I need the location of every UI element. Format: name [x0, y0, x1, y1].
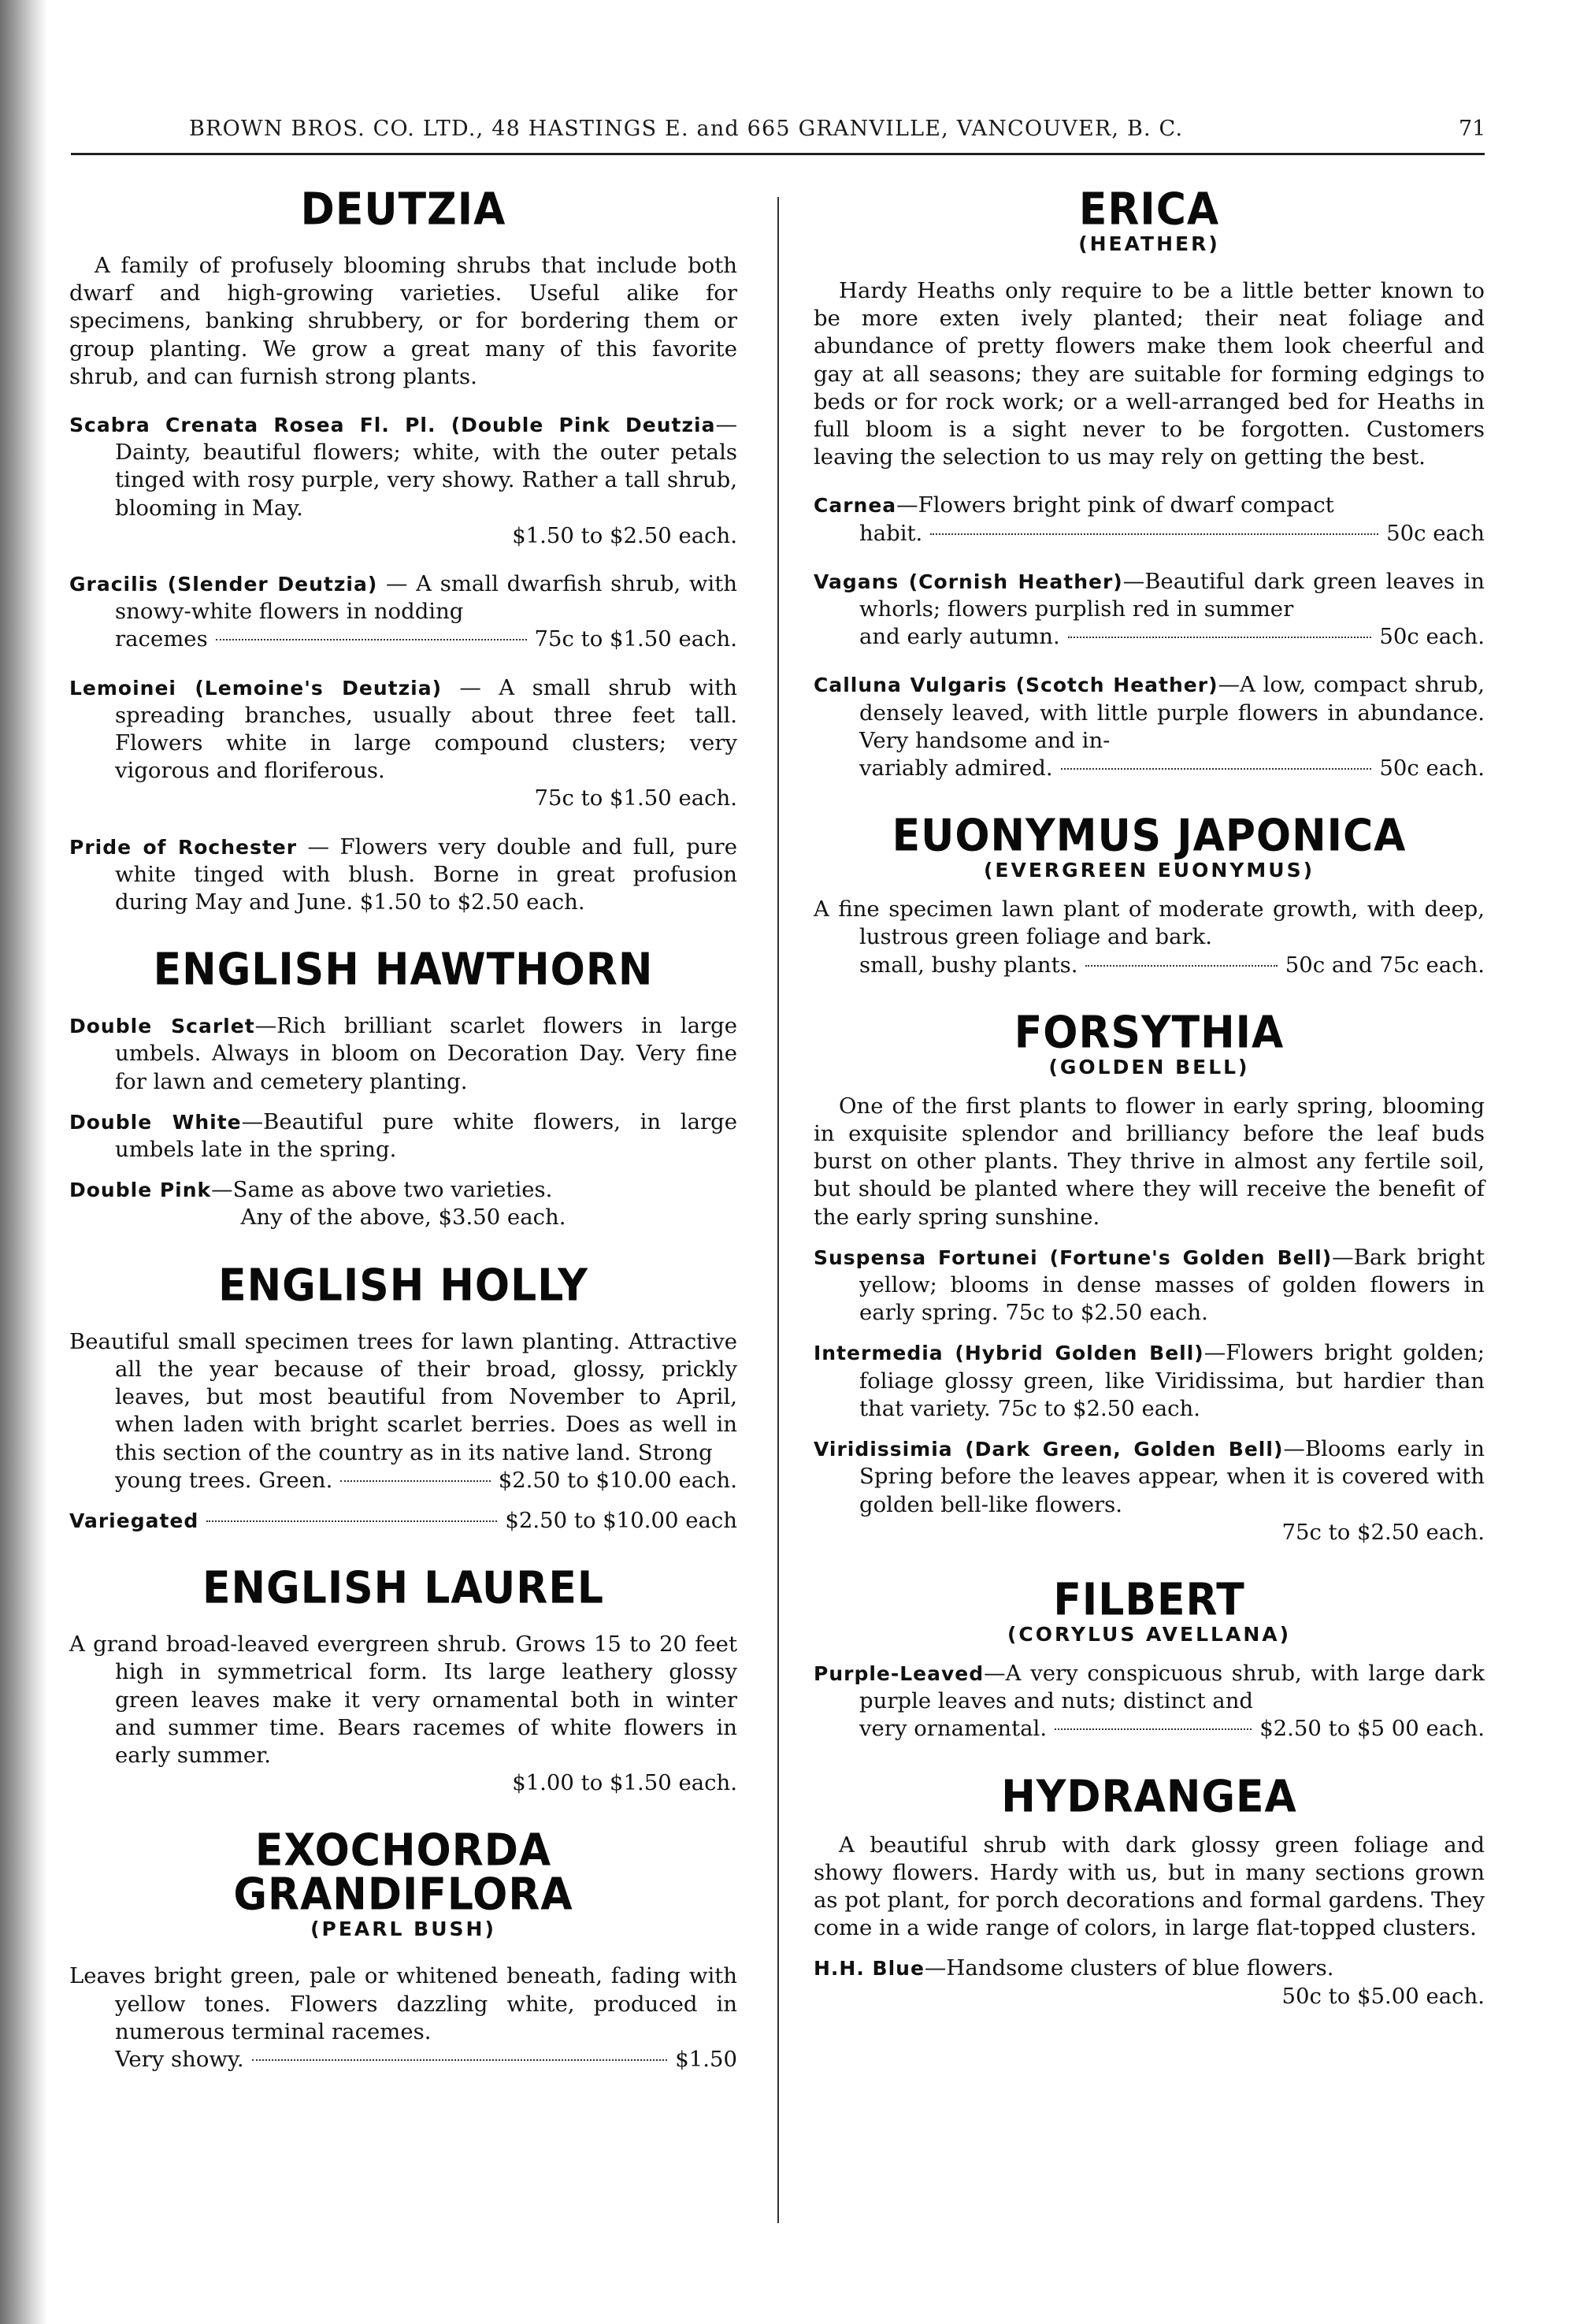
product-price: $2.50 to $10.00 each. — [498, 1467, 737, 1493]
product-description-end: very ornamental. — [859, 1716, 1048, 1742]
section-title: ENGLISH LAUREL — [202, 1562, 604, 1614]
section-filbert — [814, 1574, 1485, 1743]
header-rule — [71, 153, 1485, 155]
section-subtitle: (GOLDEN BELL) — [1048, 1055, 1250, 1078]
product-description: —A low, compact shrub, densely leaved, with little purple flowers in abundance. Very handsome and in- — [859, 672, 1485, 753]
product-name: Calluna Vulgaris (Scotch Heather) — [814, 674, 1218, 697]
section-title: DEUTZIA — [300, 184, 506, 236]
section-forsythia — [814, 1007, 1485, 1546]
section-title: ENGLISH HAWTHORN — [153, 944, 654, 996]
product-name: Double Pink — [69, 1179, 212, 1202]
dot-leader — [930, 533, 1378, 535]
section-english-holly — [69, 1260, 737, 1535]
page-number: 71 — [1459, 117, 1486, 141]
section-euonymus-japonica — [814, 810, 1485, 979]
product-entry — [814, 568, 1485, 652]
product-price: $2.50 to $5 00 each. — [1259, 1716, 1485, 1742]
section-intro: A grand broad-leaved evergreen shrub. Grows 15 to 20 feet high in symmetrical form. Its large leathery glossy green leaves make it very ornamental both in winter and summer time. Bears racemes of white flowers in early summer. — [69, 1632, 737, 1768]
section-title: FORSYTHIA — [1014, 1007, 1285, 1059]
product-price: 75c to $2.50 each. — [1281, 1519, 1485, 1545]
product-description: —Flowers bright pink of dwarf compact — [896, 492, 1334, 518]
section-intro: A family of profusely blooming shrubs that include both dwarf and high-growing varieties. Useful alike for specimens, banking shrubbery, or for bordering them or group planting. We grow a great many of this favorite shrub, and can furnish strong plants. — [69, 253, 737, 389]
section-title: EUONYMUS JAPONICA — [892, 810, 1407, 862]
dot-leader — [1085, 965, 1277, 967]
product-price: 50c to $5.00 each. — [1281, 1983, 1485, 2009]
left-column — [69, 184, 737, 2073]
product-description: —Beautiful dark green leaves in whorls; flowers purplish red in summer — [859, 568, 1485, 622]
product-name: Scabra Crenata Rosea Fl. Pl. (Double Pink Deutzia — [69, 414, 716, 437]
right-column — [814, 184, 1485, 2010]
product-description-end: young trees. Green. — [115, 1467, 333, 1493]
product-description: —A very conspicuous shrub, with large dark purple leaves and nuts; distinct and — [859, 1660, 1485, 1714]
product-name: Lemoinei (Lemoine's Deutzia) — [69, 676, 443, 700]
section-erica — [814, 184, 1485, 782]
product-entry — [69, 1176, 737, 1204]
product-entry — [69, 833, 737, 917]
section-subtitle: (HEATHER) — [1078, 232, 1220, 255]
section-exochorda-grandiflora — [69, 1825, 737, 2073]
section-deutzia — [69, 184, 737, 916]
product-description-end: racemes — [115, 626, 208, 652]
product-description: —Rich brilliant scarlet flowers in large umbels. Always in bloom on Decoration Day. Very fine for lawn and cemetery planting. — [115, 1013, 737, 1094]
product-price: $1.50 to $2.50 each. — [512, 522, 737, 548]
dot-leader — [216, 639, 527, 640]
product-price: Any of the above, $3.50 each. — [240, 1205, 566, 1231]
section-title-line-2: GRANDIFLORA — [233, 1869, 573, 1921]
product-entry — [814, 492, 1485, 547]
product-entry — [69, 1507, 737, 1535]
product-entry — [69, 1108, 737, 1164]
product-entry — [814, 1955, 1485, 1982]
product-name: Viridissimia (Dark Green, Golden Bell) — [814, 1438, 1284, 1461]
section-english-hawthorn — [69, 944, 737, 1231]
dot-leader — [1055, 1728, 1252, 1730]
product-description: —Flowers bright golden; foliage glossy green, like Viridissima, but hardier than that variety. 75c to $2.50 each. — [859, 1340, 1485, 1421]
section-intro: One of the first plants to flower in early spring, blooming in exquisite splendor and brilliancy before the leaf buds burst on other plants. They thrive in almost any fertile soil, but should be planted where they will receive the benefit of the early spring sunshine. — [814, 1093, 1485, 1230]
product-price: 50c each. — [1379, 624, 1485, 650]
product-description-end: Very showy. — [115, 2046, 244, 2072]
product-price: 50c each — [1386, 520, 1485, 546]
product-name: Purple-Leaved — [814, 1661, 985, 1685]
product-description: —Beautiful pure white flowers, in large umbels late in the spring. — [115, 1108, 737, 1163]
section-intro: A fine specimen lawn plant of moderate growth, with deep, lustrous green foliage and bark. — [814, 897, 1485, 950]
product-price: $2.50 to $10.00 each — [505, 1507, 737, 1533]
dot-leader — [340, 1480, 490, 1482]
section-intro: Beautiful small specimen trees for lawn planting. Attractive all the year because of their broad, glossy, prickly leaves, but most beautiful from November to April, when laden with bright scarlet berries. Does as well in this section of the country as in its native land. Strong — [69, 1328, 737, 1465]
product-name: Suspensa Fortunei (Fortune's Golden Bell) — [814, 1246, 1333, 1269]
product-entry — [814, 1435, 1485, 1546]
product-description: —Same as above two varieties. — [211, 1177, 553, 1203]
product-name: H.H. Blue — [814, 1957, 925, 1981]
dot-leader — [1061, 768, 1372, 770]
product-name: Pride of Rochester — [69, 835, 298, 859]
section-subtitle: (EVERGREEN EUONYMUS) — [984, 859, 1315, 882]
product-entry — [69, 570, 737, 654]
product-name: Double White — [69, 1110, 242, 1134]
section-subtitle: (CORYLUS AVELLANA) — [1007, 1622, 1292, 1646]
section-subtitle: (PEARL BUSH) — [310, 1917, 496, 1941]
dot-leader — [1068, 637, 1372, 638]
product-name: Double Scarlet — [69, 1015, 255, 1038]
dot-leader — [252, 2059, 668, 2061]
product-entry — [69, 674, 737, 813]
product-price: $1.50 — [675, 2046, 737, 2072]
product-price: $1.00 to $1.50 each. — [512, 1770, 737, 1796]
product-entry — [69, 1012, 737, 1096]
section-title: FILBERT — [1053, 1574, 1245, 1626]
product-entry — [814, 1660, 1485, 1715]
section-title-line-1: EXOCHORDA — [254, 1825, 552, 1877]
product-description: — A small shrub with spreading branches, usually about three feet tall. Flowers white in large compound clusters; very vigorous and floriferous. — [115, 674, 737, 784]
product-price: 75c to $1.50 each. — [534, 785, 737, 811]
scanned-page-edge — [0, 0, 47, 2324]
section-title: HYDRANGEA — [1001, 1771, 1297, 1822]
product-description-end: and early autumn. — [859, 624, 1060, 650]
product-entry — [69, 411, 737, 550]
product-description: —Blooms early in Spring before the leaves appear, when it is covered with golden bell-like flowers. — [859, 1436, 1485, 1517]
product-name: Carnea — [814, 494, 897, 518]
section-english-laurel — [69, 1562, 737, 1797]
product-price: 50c and 75c each. — [1285, 952, 1485, 978]
product-price: 50c each. — [1379, 755, 1485, 781]
product-name: Gracilis (Slender Deutzia) — [69, 573, 378, 596]
section-intro: Hardy Heaths only require to be a little better known to be more exten ively planted; their neat foliage and abundance of pretty flowers make them look cheerful and gay at all seasons; they are suitable for forming edgings to beds or for rock work; or a well-arranged bed for Heaths in full bloom is a sight never to be forgotten. Customers leaving the selection to us may rely on getting the best. — [814, 278, 1485, 470]
column-divider — [777, 197, 779, 2223]
product-entry — [814, 671, 1485, 782]
product-entry — [814, 1339, 1485, 1423]
product-description-end: small, bushy plants. — [859, 952, 1078, 978]
product-description-end: variably admired. — [859, 755, 1053, 781]
running-head: BROWN BROS. CO. LTD., 48 HASTINGS E. and 665 GRANVILLE, VANCOUVER, B. C. — [189, 117, 1184, 141]
product-description-end: habit. — [859, 520, 923, 546]
section-title: ERICA — [1078, 184, 1220, 236]
product-description: —Bark bright yellow; blooms in dense masses of golden flowers in early spring. 75c to $2.50 each. — [859, 1244, 1485, 1326]
product-name: Intermedia (Hybrid Golden Bell) — [814, 1342, 1204, 1365]
product-description: —Handsome clusters of blue flowers. — [924, 1955, 1334, 1981]
section-title: ENGLISH HOLLY — [218, 1260, 588, 1312]
product-description: —Dainty, beautiful flowers; white, with the outer petals tinged with rosy purple, very showy. Rather a tall shrub, blooming in May. — [115, 412, 737, 521]
section-hydrangea — [814, 1771, 1485, 2010]
dot-leader — [206, 1520, 497, 1522]
section-intro: Leaves bright green, pale or whitened beneath, fading with yellow tones. Flowers dazzling white, produced in numerous terminal racemes. — [69, 1963, 737, 2044]
product-name: Variegated — [69, 1509, 199, 1532]
product-entry — [814, 1244, 1485, 1327]
section-intro: A beautiful shrub with dark glossy green foliage and showy flowers. Hardy with us, but in many sections grown as pot plant, for porch decorations and formal gardens. They come in a wide range of colors, in large flat-topped clusters. — [814, 1832, 1485, 1941]
product-name: Vagans (Cornish Heather) — [814, 570, 1123, 593]
product-description: — Flowers very double and full, pure white tinged with blush. Borne in great profusion during May and June. $1.50 to $2.50 each. — [115, 833, 737, 915]
product-description: — A small dwarfish shrub, with snowy-white flowers in nodding — [115, 571, 737, 625]
product-price: 75c to $1.50 each. — [534, 626, 737, 652]
